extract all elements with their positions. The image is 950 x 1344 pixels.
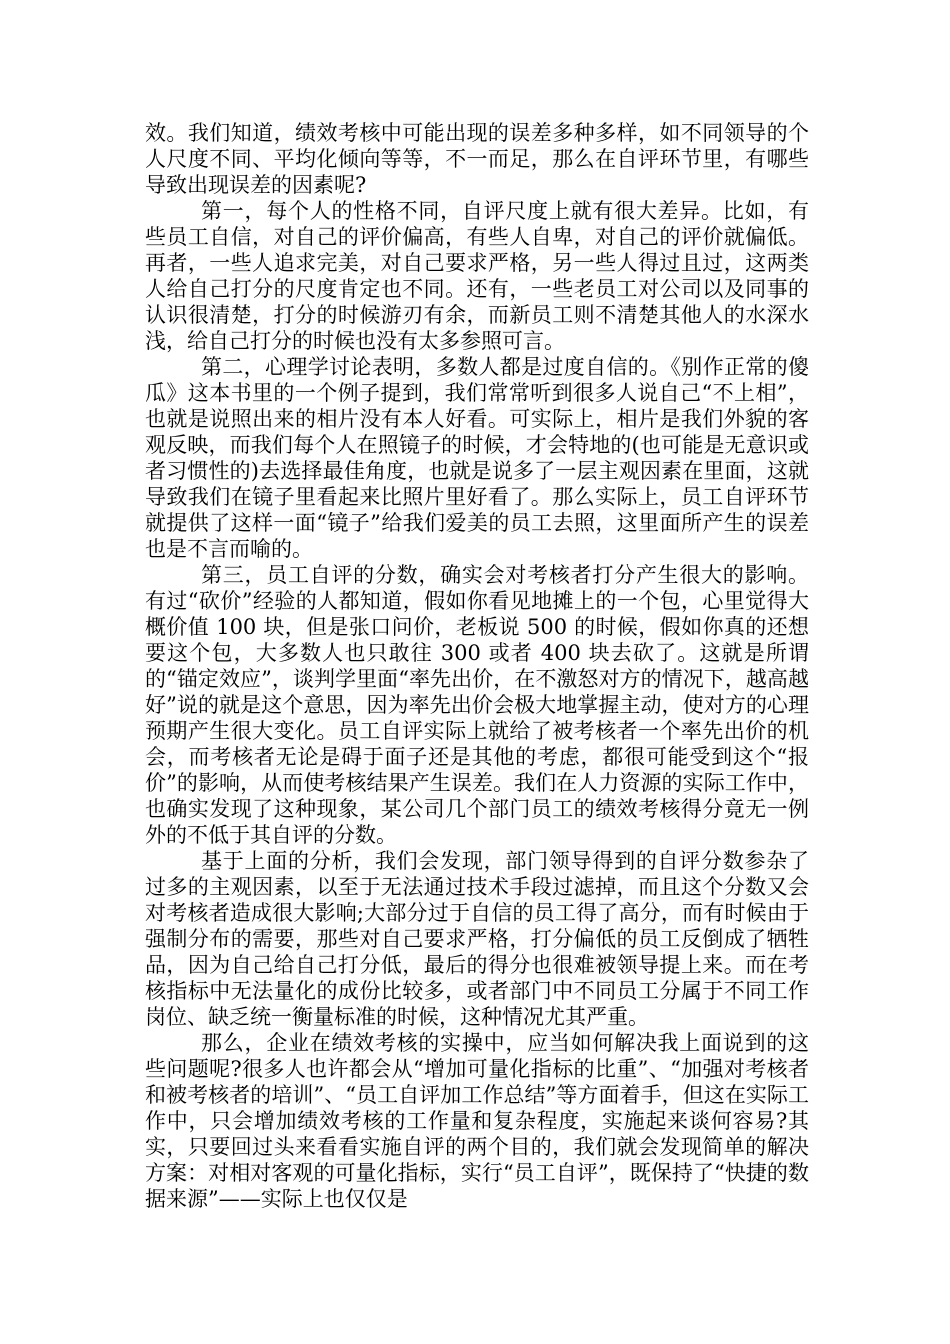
paragraph-third-factor: 第三，员工自评的分数，确实会对考核者打分产生很大的影响。有过“砍价”经验的人都知道，假如你看见地摊上的一个包，心里觉得大概价值 100 块，但是张口问价，老板说 500 的时候，假如你真的还想要这个包，大多数人也只敢往 300 或者 400 块去砍了。这就是所谓的“锚定效应”，谈判学里面“率先出价，在不激怒对方的情况下，越高越好”说的就是这个意思，因为率先出价会极大地掌握主动，使对方的心理预期产生很大变化。员工自评实际上就给了被考核者一个率先出价的机会，而考核者无论是碍于面子还是其他的考虑，都很可能受到这个“报价”的影响，从而使考核结果产生误差。我们在人力资源的实际工作中，也确实发现了这种现象，某公司几个部门员工的绩效考核得分竟无一例外的不低于其自评的分数。 [145,563,809,847]
paragraph-first-factor: 第一，每个人的性格不同，自评尺度上就有很大差异。比如，有些员工自信，对自己的评价偏高，有些人自卑，对自己的评价就偏低。再者，一些人追求完美，对自己要求严格，另一些人得过且过，这两类人给自己打分的尺度肯定也不同。还有，一些老员工对公司以及同事的认识很清楚，打分的时候游刃有余，而新员工则不清楚其他人的水深水浅，给自己打分的时候也没有太多参照可言。 [145,199,809,353]
paragraph-solution: 那么，企业在绩效考核的实操中，应当如何解决我上面说到的这些问题呢?很多人也许都会从“增加可量化指标的比重”、“加强对考核者和被考核者的培训”、“员工自评加工作总结”等方面着手，但这在实际工作中，只会增加绩效考核的工作量和复杂程度，实施起来谈何容易?其实，只要回过头来看看实施自评的两个目的，我们就会发现简单的解决方案：对相对客观的可量化指标，实行“员工自评”，既保持了“快捷的数据来源”——实际上也仅仅是 [145,1031,809,1211]
paragraph-intro: 效。我们知道，绩效考核中可能出现的误差多种多样，如不同领导的个人尺度不同、平均化倾向等等，不一而足，那么在自评环节里，有哪些导致出现误差的因素呢? [145,121,809,197]
paragraph-second-factor: 第二，心理学讨论表明，多数人都是过度自信的。《别作正常的傻瓜》这本书里的一个例子提到，我们常常听到很多人说自己“不上相”，也就是说照出来的相片没有本人好看。可实际上，相片是我们外貌的客观反映，而我们每个人在照镜子的时候，才会特地的(也可能是无意识或者习惯性的)去选择最佳角度，也就是说多了一层主观因素在里面，这就导致我们在镜子里看起来比照片里好看了。那么实际上，员工自评环节就提供了这样一面“镜子”给我们爱美的员工去照，这里面所产生的误差也是不言而喻的。 [145,355,809,561]
paragraph-analysis: 基于上面的分析，我们会发现，部门领导得到的自评分数参杂了过多的主观因素，以至于无法通过技术手段过滤掉，而且这个分数又会对考核者造成很大影响;大部分过于自信的员工得了高分，而有时候由于强制分布的需要，那些对自己要求严格，打分偏低的员工反倒成了牺牲品，因为自己给自己打分低，最后的得分也很难被领导提上来。而在考核指标中无法量化的成份比较多，或者部门中不同员工分属于不同工作岗位、缺乏统一衡量标准的时候，这种情况尤其严重。 [145,849,809,1029]
document-page [145,120,809,1212]
